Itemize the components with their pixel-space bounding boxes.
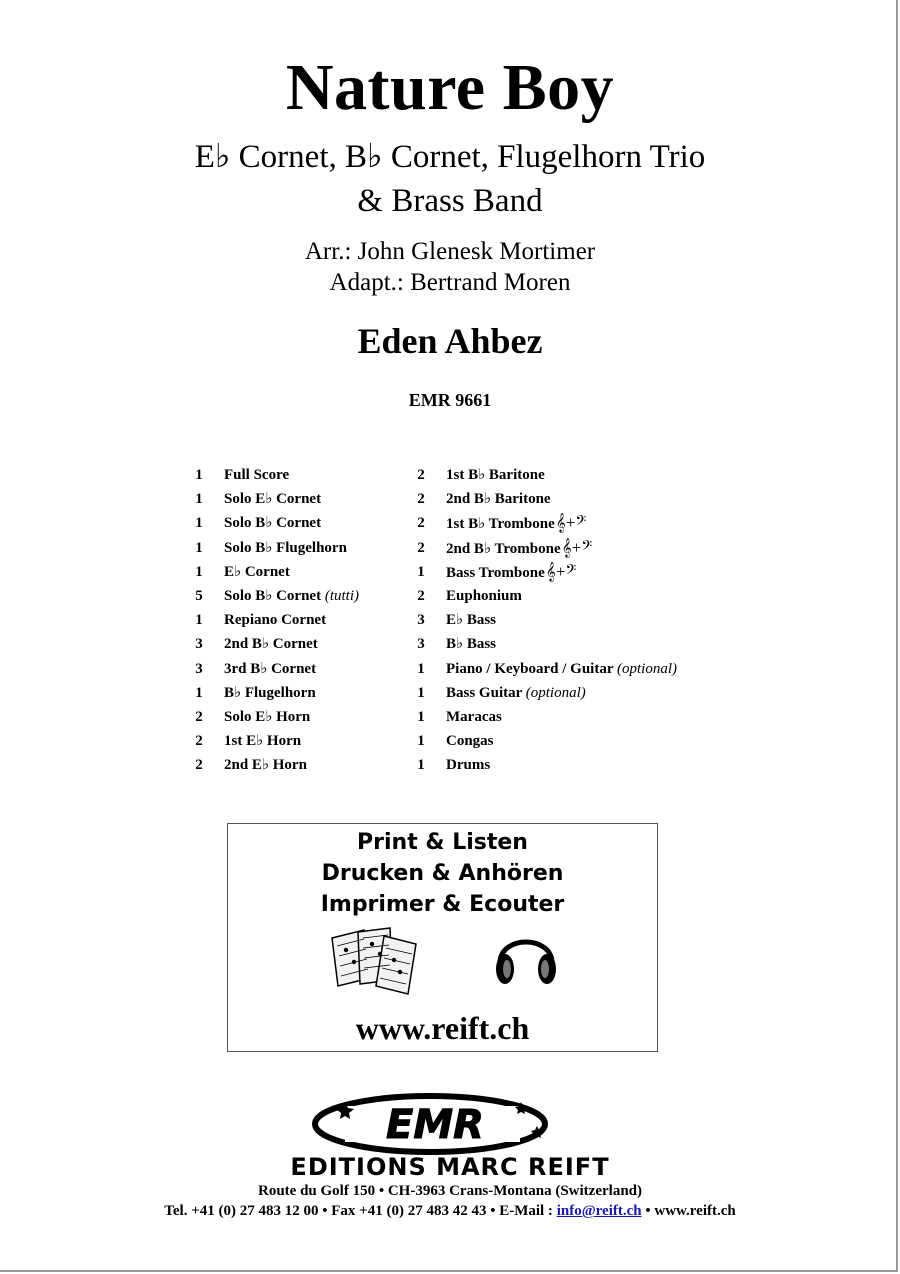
part-name: Repiano Cornet — [224, 612, 327, 629]
part-quantity: 2 — [417, 491, 425, 508]
arranger: Arr.: John Glenesk Mortimer — [304, 238, 596, 265]
part-name-cell — [224, 513, 321, 533]
part-name: 1st B♭ Baritone — [446, 467, 545, 483]
part-name-cell — [446, 562, 576, 583]
part-quantity: 2 — [417, 539, 425, 556]
print-listen-en: Print & Listen — [357, 830, 528, 855]
part-quantity: 1 — [195, 467, 203, 483]
contact-phone-fax: Tel. +41 (0) 27 483 12 00 • Fax +41 (0) 27 483 42 43 • E-Mail : — [164, 1203, 557, 1219]
part-name: B♭ Flugelhorn — [224, 684, 316, 701]
part-name-cell — [224, 731, 301, 751]
part-quantity: 2 — [195, 708, 203, 725]
part-quantity: 1 — [195, 612, 203, 629]
part-note: (optional) — [525, 684, 586, 701]
part-name: Euphonium — [446, 587, 522, 604]
part-quantity: 3 — [417, 636, 425, 653]
part-quantity: 2 — [417, 587, 425, 604]
part-quantity: 3 — [417, 612, 425, 629]
part-quantity: 5 — [195, 587, 203, 604]
part-name-cell — [446, 513, 586, 534]
part-name-cell — [446, 634, 496, 654]
part-name-cell — [224, 465, 289, 485]
part-name-cell — [224, 489, 321, 509]
part-name: 2nd B♭ Cornet — [224, 636, 318, 653]
print-listen-box — [227, 823, 658, 1052]
part-quantity: 1 — [417, 660, 425, 677]
composer: Eden Ahbez — [357, 321, 543, 361]
part-quantity: 2 — [417, 515, 425, 532]
part-quantity: 1 — [195, 491, 203, 508]
part-name-cell — [446, 538, 592, 559]
headphones-icon — [492, 925, 560, 989]
part-name: Solo B♭ Flugelhorn — [224, 539, 347, 556]
part-note: (tutti) — [324, 587, 359, 604]
part-name-cell — [446, 586, 522, 606]
part-name-cell — [446, 707, 502, 727]
part-name: 2nd B♭ Trombone — [446, 540, 561, 557]
part-name-cell — [446, 659, 677, 679]
part-name: Solo E♭ Cornet — [224, 491, 322, 508]
part-name: B♭ Bass — [446, 636, 497, 653]
clef-icon: 𝄞+𝄢 — [555, 513, 587, 533]
part-name: Full Score — [224, 467, 290, 483]
publisher-address: Route du Golf 150 • CH-3963 Crans-Montana (Switzerland) — [258, 1183, 642, 1199]
part-name-cell — [224, 586, 359, 606]
part-name: Solo B♭ Cornet — [224, 515, 322, 532]
part-name-cell — [446, 755, 490, 775]
publisher-contact — [0, 1203, 900, 1220]
part-quantity: 1 — [417, 757, 425, 774]
part-name: 1st B♭ Trombone — [446, 516, 555, 533]
part-name-cell — [224, 659, 316, 679]
part-name: 2nd E♭ Horn — [224, 757, 307, 774]
part-name: 2nd B♭ Baritone — [446, 491, 551, 508]
publisher-name: EDITIONS MARC REIFT — [290, 1153, 610, 1181]
clef-icon: 𝄞+𝄢 — [545, 561, 577, 581]
part-name: Maracas — [446, 708, 502, 725]
print-listen-fr: Imprimer & Ecouter — [320, 892, 565, 917]
part-name-cell — [224, 634, 318, 654]
part-quantity: 1 — [417, 563, 425, 580]
part-name: E♭ Bass — [446, 612, 497, 629]
logo-text: EMR — [386, 1102, 484, 1148]
part-quantity: 1 — [195, 684, 203, 701]
part-name-cell — [446, 465, 545, 485]
part-quantity: 3 — [195, 660, 203, 677]
part-quantity: 2 — [195, 757, 203, 774]
part-name-cell — [224, 562, 290, 582]
part-name-cell — [224, 755, 307, 775]
part-quantity: 1 — [417, 684, 425, 701]
part-name: Piano / Keyboard / Guitar — [446, 660, 614, 677]
part-quantity: 1 — [195, 515, 203, 532]
clef-icon: 𝄞+𝄢 — [561, 537, 593, 557]
part-quantity: 2 — [417, 467, 425, 483]
contact-web: • www.reift.ch — [641, 1203, 736, 1219]
print-listen-de: Drucken & Anhören — [321, 861, 564, 886]
part-quantity: 1 — [417, 708, 425, 725]
page-title: Nature Boy — [285, 51, 615, 124]
part-name: Bass Trombone — [446, 564, 545, 581]
part-name-cell — [446, 489, 551, 509]
part-name: Bass Guitar — [446, 684, 522, 701]
part-name-cell — [224, 683, 316, 703]
adapter: Adapt.: Bertrand Moren — [329, 269, 571, 296]
part-name-cell — [224, 707, 310, 727]
part-name-cell — [446, 610, 496, 630]
part-name-cell — [446, 731, 494, 751]
part-name: 1st E♭ Horn — [224, 733, 302, 750]
catalog-number: EMR 9661 — [408, 390, 492, 410]
sheet-music-icon — [328, 926, 424, 996]
part-name: 3rd B♭ Cornet — [224, 660, 317, 677]
email-link[interactable]: info@reift.ch — [556, 1203, 642, 1219]
part-name: Solo E♭ Horn — [224, 708, 311, 725]
part-quantity: 1 — [417, 733, 425, 750]
part-name: Solo B♭ Cornet — [224, 587, 322, 604]
part-name-cell — [224, 610, 326, 630]
part-name: Congas — [446, 733, 494, 750]
part-quantity: 1 — [195, 563, 203, 580]
part-quantity: 1 — [195, 539, 203, 556]
part-name: Drums — [446, 757, 491, 774]
instrumentation-line-2: & Brass Band — [357, 183, 543, 219]
part-note: (optional) — [616, 660, 677, 677]
part-name: E♭ Cornet — [224, 563, 290, 580]
part-quantity: 3 — [195, 636, 203, 653]
print-listen-url[interactable]: www.reift.ch — [355, 1010, 530, 1046]
part-name-cell — [224, 538, 347, 558]
emr-logo — [305, 1090, 565, 1160]
instrumentation-line-1: E♭ Cornet, B♭ Cornet, Flugelhorn Trio — [194, 139, 706, 175]
part-quantity: 2 — [195, 733, 203, 750]
part-name-cell — [446, 683, 586, 703]
